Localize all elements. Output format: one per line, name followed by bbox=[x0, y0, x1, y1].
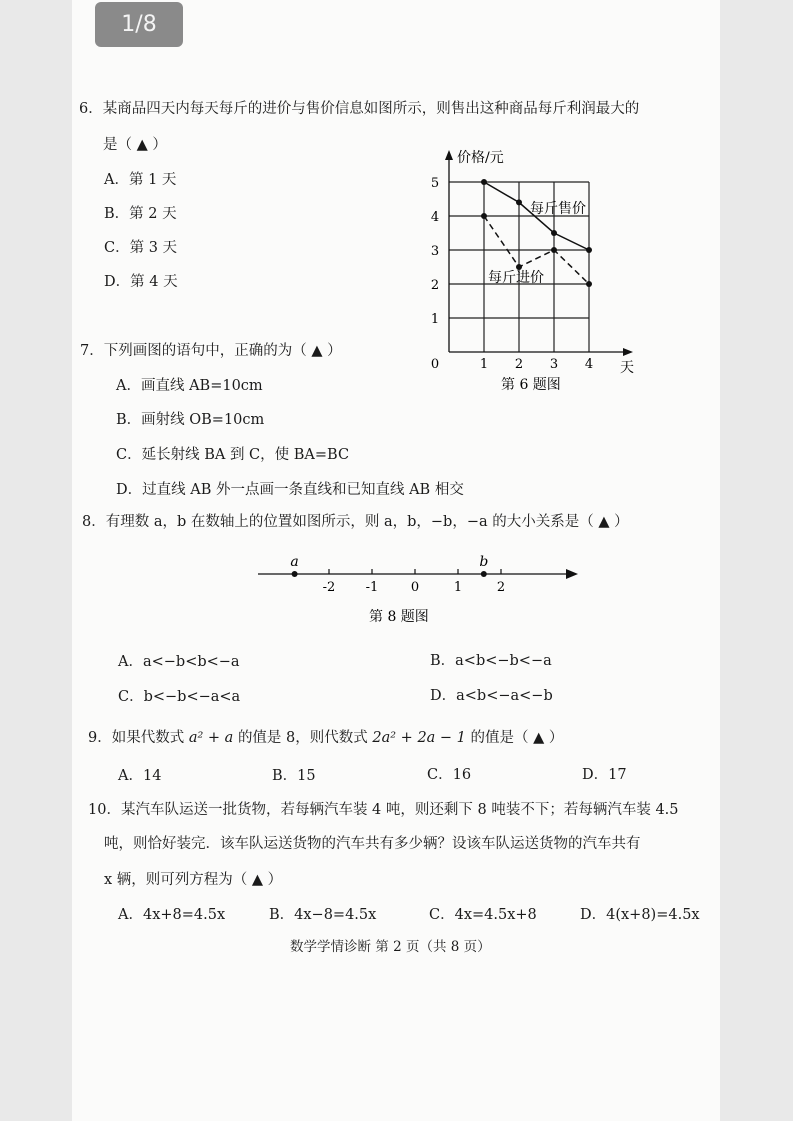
q6-option-c: C．第 3 天 bbox=[104, 240, 178, 256]
q8-number-line bbox=[255, 545, 585, 630]
q8-option-c: C．b<−b<−a<a bbox=[118, 689, 241, 705]
q9-option-d: D．17 bbox=[582, 767, 627, 783]
y-axis-arrow bbox=[445, 150, 453, 160]
q9-option-a: A．14 bbox=[118, 768, 162, 784]
x-tick-label: 1 bbox=[479, 357, 489, 372]
q8-figure-caption: 第 8 题图 bbox=[369, 609, 429, 625]
q10-option-b: B．4x−8=4.5x bbox=[269, 907, 377, 923]
point-sell bbox=[586, 247, 592, 253]
y-tick-label: 4 bbox=[430, 210, 440, 225]
point-buy bbox=[551, 247, 557, 253]
q7-option-a: A．画直线 AB=10cm bbox=[116, 378, 263, 394]
q6-stem-line1: 6．某商品四天内每天每斤的进价与售价信息如图所示，则售出这种商品每斤利润最大的 bbox=[79, 101, 640, 117]
q7-stem: 7．下列画图的语句中，正确的为（ ▲ ） bbox=[80, 343, 342, 359]
q10-option-c: C．4x=4.5x+8 bbox=[429, 907, 537, 923]
q9-stem-prefix: 9．如果代数式 bbox=[88, 730, 185, 746]
x-tick-label: 3 bbox=[549, 357, 559, 372]
chart-axes bbox=[445, 150, 633, 356]
q9-stem-mid: 的值是 8，则代数式 bbox=[237, 730, 368, 746]
x-tick-label: 4 bbox=[584, 357, 594, 372]
number-line-tick-label: 1 bbox=[453, 580, 463, 595]
q8-option-a: A．a<−b<b<−a bbox=[118, 654, 240, 670]
chart-label-sell: 每斤售价 bbox=[530, 201, 586, 217]
number-line-tick-label: 0 bbox=[410, 580, 420, 595]
q7-option-c: C．延长射线 BA 到 C，使 BA=BC bbox=[116, 447, 350, 463]
number-line-point-b bbox=[481, 571, 487, 577]
y-tick-label: 1 bbox=[430, 312, 440, 327]
q6-option-b: B．第 2 天 bbox=[104, 206, 177, 222]
q6-stem-line2: 是（ ▲ ） bbox=[103, 137, 167, 153]
q10-stem-line2: 吨，则恰好装完．该车队运送货物的汽车共有多少辆？设该车队运送货物的汽车共有 bbox=[104, 836, 641, 852]
page-indicator: 1/8 bbox=[95, 2, 183, 47]
number-line-tick-label: -1 bbox=[365, 580, 379, 595]
q8-stem: 8．有理数 a，b 在数轴上的位置如图所示，则 a，b，−b，−a 的大小关系是（ ▲ ） bbox=[82, 514, 629, 530]
x-tick-label: 0 bbox=[430, 357, 440, 372]
q6-figure-caption: 第 6 题图 bbox=[501, 377, 561, 393]
chart-xlabel: 天 bbox=[620, 360, 634, 376]
chart-label-buy: 每斤进价 bbox=[488, 270, 544, 286]
q10-stem-line3: x 辆，则可列方程为（ ▲ ） bbox=[104, 872, 283, 888]
q10-stem-line1: 10．某汽车队运送一批货物，若每辆汽车装 4 吨，则还剩下 8 吨装不下；若每辆汽车装 4.5 bbox=[88, 802, 679, 818]
point-sell bbox=[551, 230, 557, 236]
q7-option-d: D．过直线 AB 外一点画一条直线和已知直线 AB 相交 bbox=[116, 482, 464, 498]
q9-stem bbox=[88, 728, 563, 748]
q8-option-b: B．a<b<−b<−a bbox=[430, 653, 552, 669]
q6-price-chart bbox=[420, 140, 650, 405]
q6-option-d: D．第 4 天 bbox=[104, 274, 178, 290]
q6-option-a: A．第 1 天 bbox=[104, 172, 177, 188]
q9-stem-suffix: 的值是（ ▲ ） bbox=[470, 730, 564, 746]
q9-expr1: a² + a bbox=[188, 730, 234, 746]
q7-option-b: B．画射线 OB=10cm bbox=[116, 412, 265, 428]
y-tick-label: 5 bbox=[430, 176, 440, 191]
q9-option-c: C．16 bbox=[427, 767, 472, 783]
y-tick-label: 3 bbox=[430, 244, 440, 259]
page-footer: 数学学情诊断 第 2 页（共 8 页） bbox=[290, 939, 491, 955]
point-sell bbox=[516, 199, 522, 205]
x-tick-label: 2 bbox=[514, 357, 524, 372]
number-line-point-label: a bbox=[290, 554, 299, 570]
q9-option-b: B．15 bbox=[272, 768, 316, 784]
q10-option-d: D．4(x+8)=4.5x bbox=[580, 907, 700, 923]
q10-option-a: A．4x+8=4.5x bbox=[118, 907, 226, 923]
point-sell bbox=[481, 179, 487, 185]
number-line-point-label: b bbox=[479, 554, 489, 570]
number-line-point-a bbox=[292, 571, 298, 577]
q9-expr2: 2a² + 2a − 1 bbox=[372, 730, 466, 746]
y-tick-label: 2 bbox=[430, 278, 440, 293]
number-line-tick-label: 2 bbox=[496, 580, 506, 595]
point-buy bbox=[481, 213, 487, 219]
number-line-arrow bbox=[566, 569, 578, 579]
x-axis-arrow bbox=[623, 348, 633, 356]
number-line-tick-label: -2 bbox=[322, 580, 336, 595]
point-buy bbox=[586, 281, 592, 287]
q8-option-d: D．a<b<−a<−b bbox=[430, 688, 553, 704]
chart-ylabel: 价格/元 bbox=[457, 150, 504, 166]
